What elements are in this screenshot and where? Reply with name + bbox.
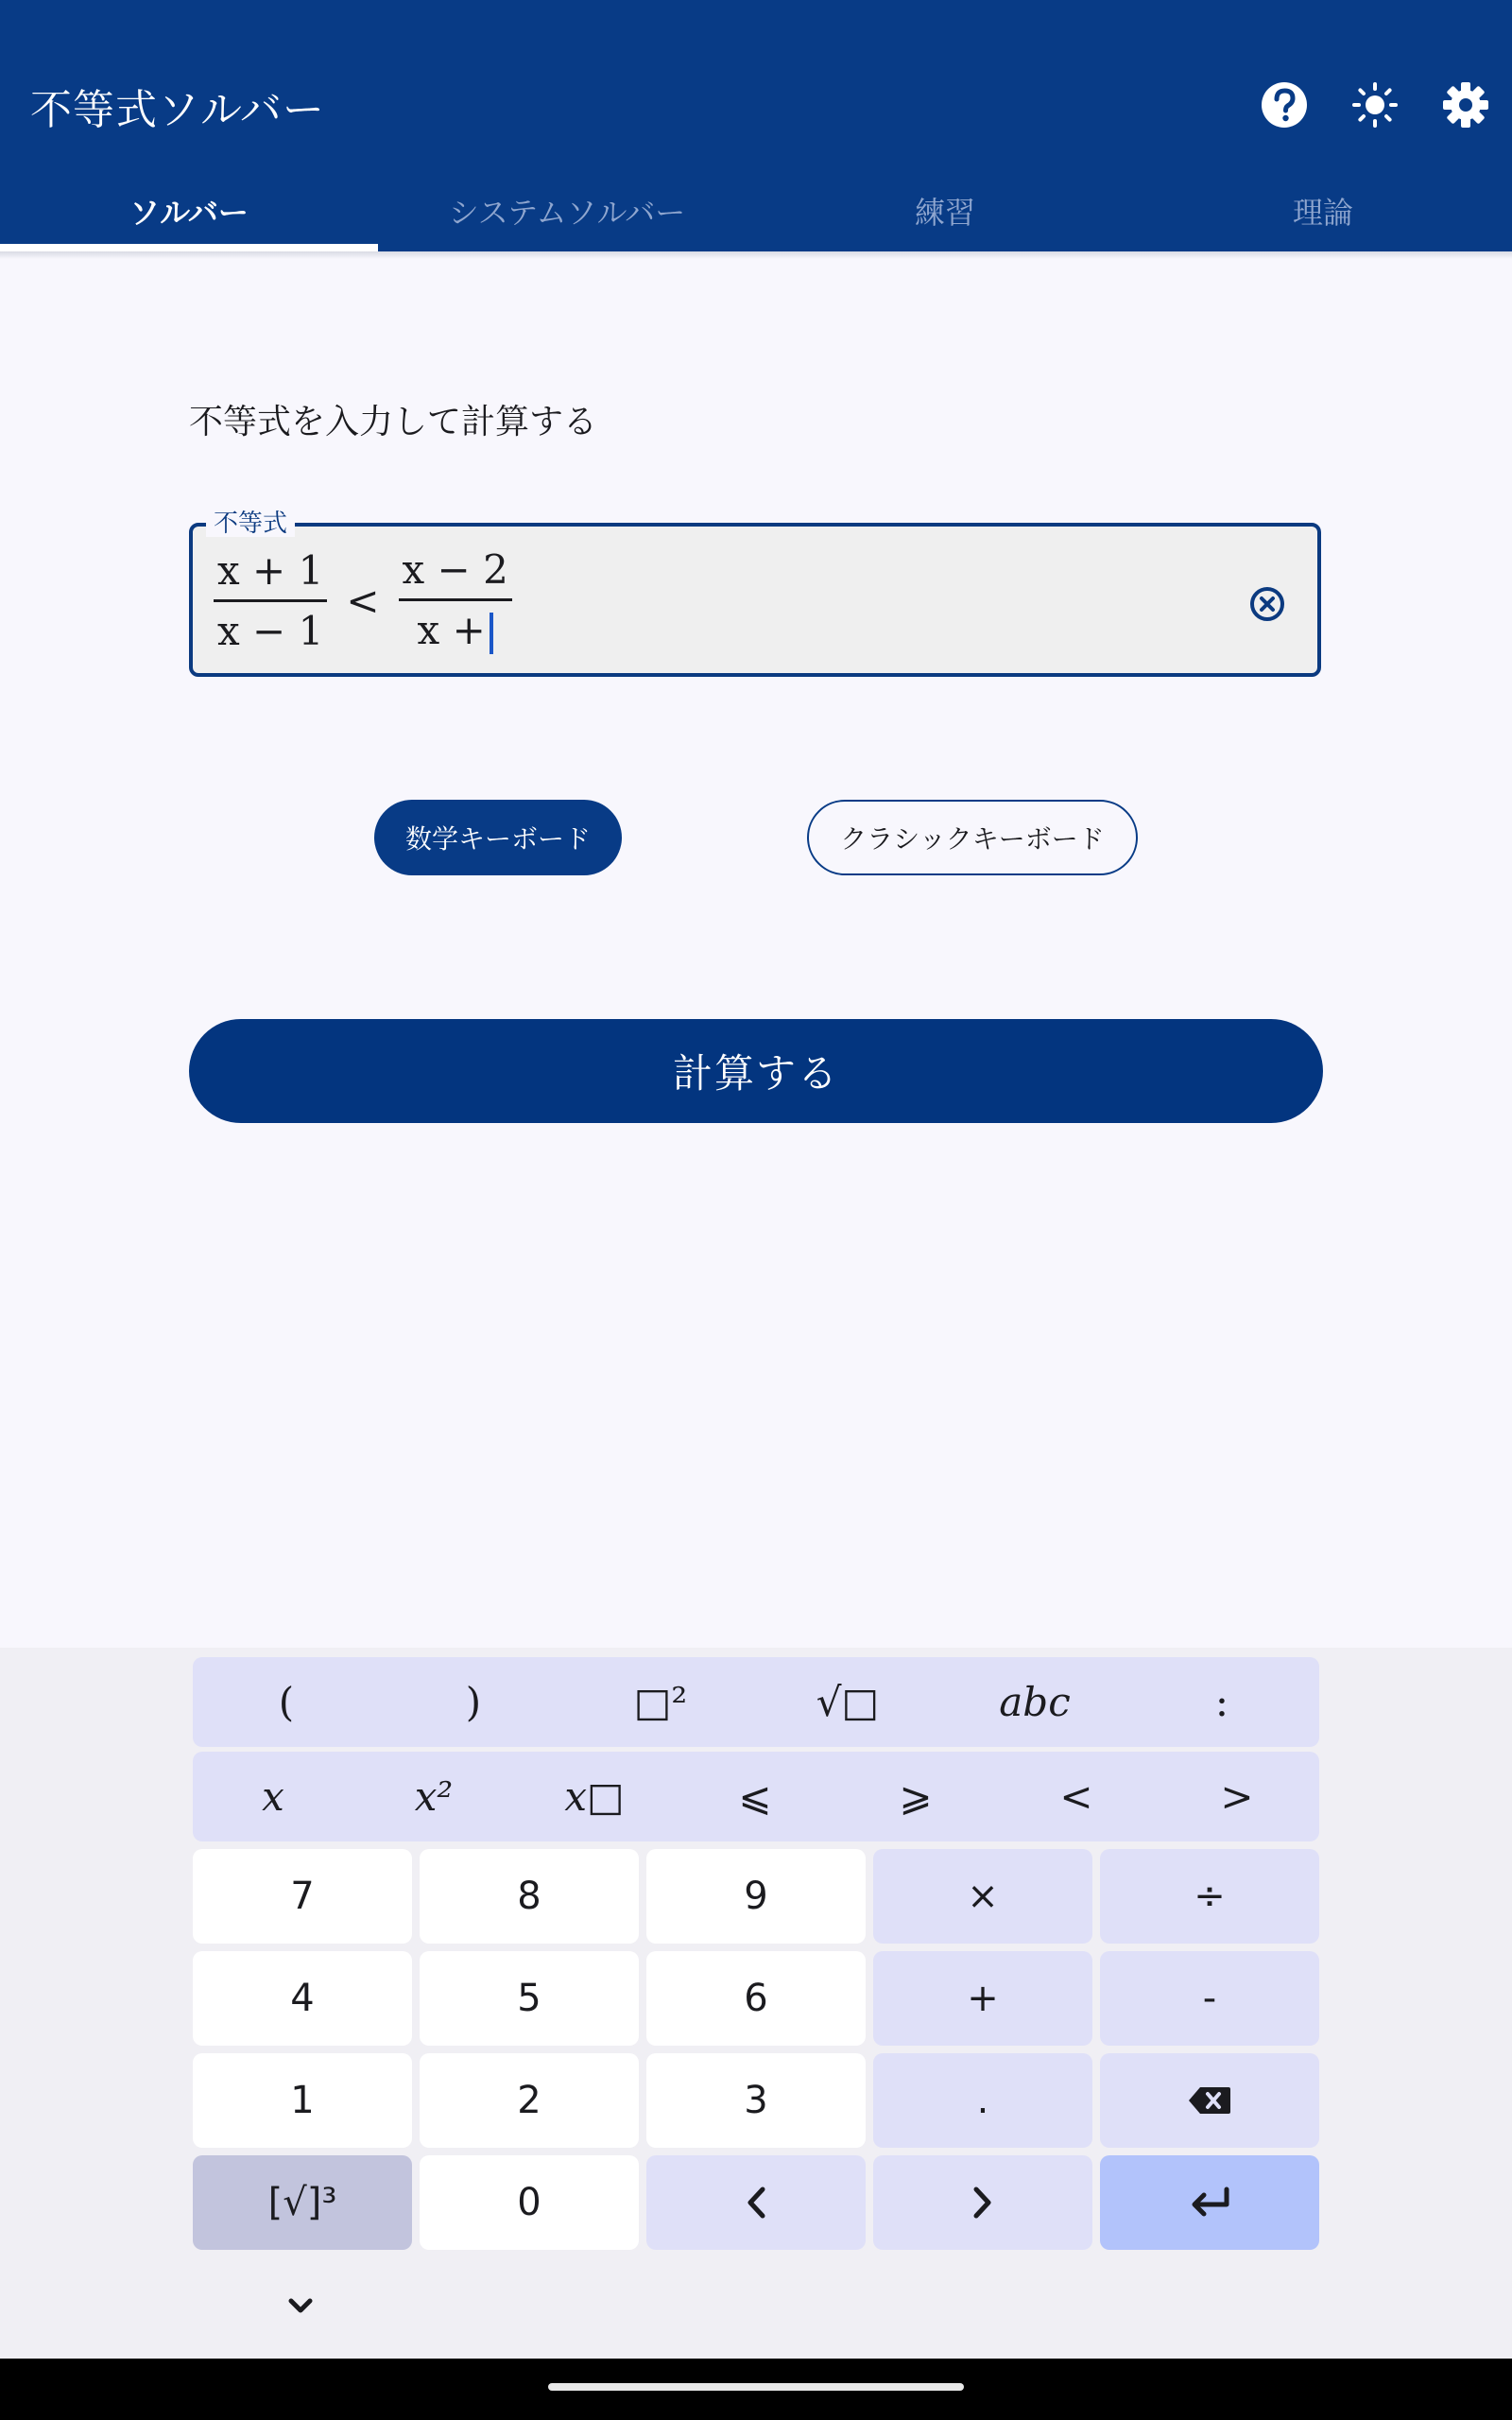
key-divide[interactable]: ÷ bbox=[1100, 1849, 1319, 1944]
key-0[interactable]: 0 bbox=[420, 2155, 639, 2250]
settings-icon[interactable] bbox=[1438, 78, 1493, 132]
classic-keyboard-button[interactable]: クラシックキーボード bbox=[807, 800, 1138, 875]
key-7[interactable]: 7 bbox=[193, 1849, 412, 1944]
tab-bar bbox=[0, 170, 1512, 251]
gesture-handle[interactable] bbox=[548, 2383, 964, 2391]
key-greater[interactable]: > bbox=[1220, 1773, 1254, 1820]
right-denominator-wrap bbox=[414, 607, 497, 654]
key-decimal[interactable]: . bbox=[873, 2053, 1092, 2148]
key-open-paren[interactable]: ( bbox=[278, 1679, 295, 1725]
key-plus[interactable]: + bbox=[873, 1951, 1092, 2046]
app-title: 不等式ソルバー bbox=[30, 86, 325, 134]
key-8[interactable]: 8 bbox=[420, 1849, 639, 1944]
appbar-shadow bbox=[0, 251, 1512, 259]
left-denominator: x − 1 bbox=[217, 607, 324, 654]
fraction-bar bbox=[214, 599, 327, 602]
key-x-squared[interactable]: x² bbox=[414, 1773, 454, 1820]
key-close-paren[interactable]: ) bbox=[465, 1679, 482, 1725]
key-5[interactable]: 5 bbox=[420, 1951, 639, 2046]
input-prompt: 不等式を入力して計算する bbox=[189, 403, 598, 441]
key-9[interactable]: 9 bbox=[646, 1849, 866, 1944]
keyboard-row-variables bbox=[193, 1752, 1319, 1841]
keyboard-row-functions bbox=[193, 1657, 1319, 1747]
key-square[interactable]: □² bbox=[633, 1679, 688, 1725]
backspace-icon[interactable] bbox=[1100, 2053, 1319, 2148]
inequality-field-label: 不等式 bbox=[206, 510, 295, 537]
key-2[interactable]: 2 bbox=[420, 2053, 639, 2148]
text-cursor bbox=[490, 613, 493, 654]
math-keyboard-button[interactable]: 数学キーボード bbox=[374, 800, 622, 875]
enter-icon[interactable] bbox=[1100, 2155, 1319, 2250]
help-icon[interactable] bbox=[1257, 78, 1312, 132]
chevron-down-icon[interactable] bbox=[280, 2286, 321, 2327]
key-x-power[interactable]: x□ bbox=[564, 1773, 625, 1820]
left-fraction bbox=[214, 547, 327, 654]
key-1[interactable]: 1 bbox=[193, 2053, 412, 2148]
chevron-right-icon[interactable] bbox=[873, 2155, 1092, 2250]
key-multiply[interactable]: × bbox=[873, 1849, 1092, 1944]
key-greater-equal[interactable]: ⩾ bbox=[899, 1773, 933, 1820]
key-4[interactable]: 4 bbox=[193, 1951, 412, 2046]
fraction-bar bbox=[399, 598, 512, 601]
tab-theory[interactable]: 理論 bbox=[1292, 195, 1353, 231]
inequality-operator: < bbox=[346, 577, 380, 624]
key-abc[interactable]: abc bbox=[999, 1679, 1071, 1725]
left-numerator: x + 1 bbox=[217, 546, 324, 594]
key-cube-root[interactable]: [√]³ bbox=[193, 2155, 412, 2250]
right-fraction bbox=[399, 546, 512, 654]
key-sqrt[interactable]: √□ bbox=[816, 1679, 880, 1725]
tab-system-solver[interactable]: システムソルバー bbox=[448, 195, 686, 231]
right-numerator: x − 2 bbox=[402, 546, 508, 593]
key-x[interactable]: x bbox=[262, 1773, 284, 1820]
math-expression[interactable] bbox=[214, 539, 512, 662]
key-less-equal[interactable]: ⩽ bbox=[738, 1773, 772, 1820]
chevron-left-icon[interactable] bbox=[646, 2155, 866, 2250]
key-less[interactable]: < bbox=[1059, 1773, 1093, 1820]
key-minus[interactable]: - bbox=[1100, 1951, 1319, 2046]
clear-icon[interactable] bbox=[1247, 584, 1287, 624]
right-denominator: x + bbox=[417, 607, 486, 653]
brightness-icon[interactable] bbox=[1348, 78, 1402, 132]
tab-practice[interactable]: 練習 bbox=[914, 195, 975, 231]
calculate-button[interactable]: 計算する bbox=[189, 1019, 1323, 1123]
key-colon[interactable]: : bbox=[1214, 1679, 1229, 1725]
active-tab-indicator bbox=[0, 244, 378, 251]
tab-solver[interactable]: ソルバー bbox=[129, 195, 249, 231]
key-3[interactable]: 3 bbox=[646, 2053, 866, 2148]
key-6[interactable]: 6 bbox=[646, 1951, 866, 2046]
